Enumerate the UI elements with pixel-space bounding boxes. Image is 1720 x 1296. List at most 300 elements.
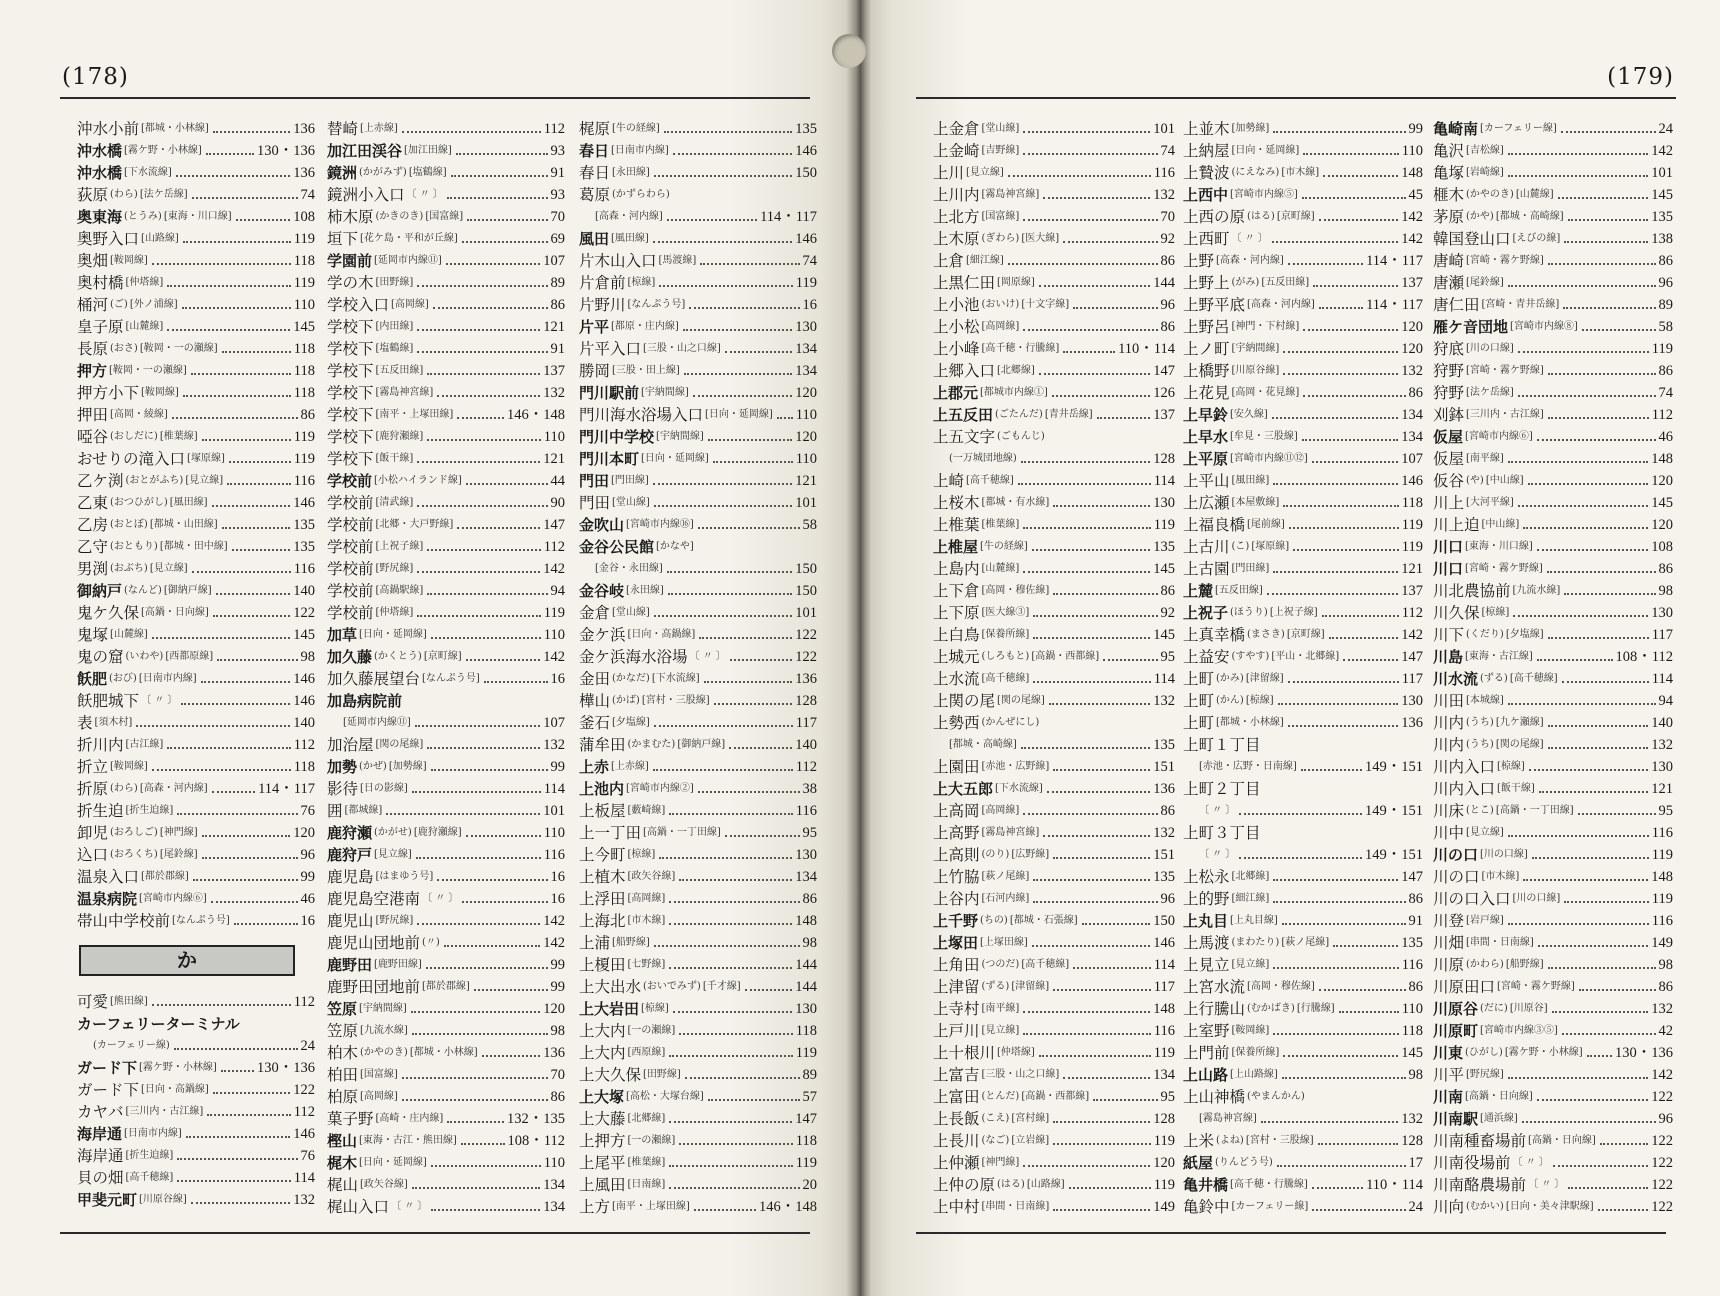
- index-entry: [77, 799, 315, 821]
- stop-name: 川南種畜場前: [1433, 1132, 1527, 1150]
- route-name: [椋線]: [627, 849, 656, 860]
- index-entry: [933, 271, 1175, 293]
- index-entry: [579, 447, 817, 469]
- stop-name: 上真幸橋: [1183, 626, 1246, 644]
- stop-reading: (ちの): [980, 915, 1008, 926]
- page-reference: 132: [543, 737, 565, 753]
- route-name: [東海・古江・熊田線]: [359, 1135, 457, 1146]
- route-name: [椋線]: [1497, 761, 1525, 772]
- stop-reading: (かぜ): [359, 761, 387, 772]
- stop-name: 上西中: [1183, 186, 1229, 204]
- index-entry: [1183, 1195, 1423, 1217]
- page-reference: 146: [1153, 935, 1175, 951]
- stop-name: 春日: [579, 164, 611, 182]
- stop-reading: (なんど): [124, 585, 162, 596]
- page-reference: 114・117: [1366, 297, 1423, 313]
- index-entry: [77, 447, 315, 469]
- stop-name: 上古川: [1183, 538, 1230, 556]
- page-reference: 136: [1153, 781, 1175, 797]
- dot-leader: [1562, 1033, 1656, 1035]
- dot-leader: [1288, 263, 1363, 265]
- page-reference: 135: [293, 517, 315, 533]
- index-entry: [933, 425, 1175, 447]
- route-name: (カーフェリー線): [93, 1040, 170, 1051]
- dot-leader: [191, 1202, 290, 1204]
- stop-name: 門川本町: [579, 450, 640, 468]
- dot-leader: [417, 505, 547, 507]
- page-reference: 98: [1658, 583, 1673, 599]
- dot-leader: [462, 901, 547, 903]
- dot-leader: [177, 813, 297, 815]
- index-entry: [933, 403, 1175, 425]
- stop-name: 学校前: [327, 516, 374, 534]
- stop-name: 鹿児島: [327, 868, 374, 886]
- page-reference: 119: [1651, 891, 1673, 907]
- route-name: [北郷線]: [627, 1113, 666, 1124]
- index-entry: [1183, 1173, 1423, 1195]
- index-entry: [1433, 447, 1673, 469]
- page-reference: 112: [1651, 407, 1673, 423]
- stop-reading: (こ): [1231, 541, 1250, 552]
- route-name: [日向・高鍋線]: [627, 629, 696, 640]
- route-name: [高岡線]: [981, 321, 1020, 332]
- page-reference: 86: [550, 1089, 565, 1105]
- index-entry: [77, 315, 315, 337]
- dot-leader: [1548, 725, 1649, 727]
- route-name: [都城市内線①]: [980, 387, 1048, 398]
- page-reference: 132・135: [507, 1111, 565, 1127]
- route-name: [宮村・三股線]: [641, 695, 710, 706]
- index-entry: [327, 513, 565, 535]
- stop-name: 鹿野田団地前: [327, 978, 421, 996]
- index-entry: [1433, 183, 1673, 205]
- page-reference: 110: [1401, 143, 1423, 159]
- route-name: [関の尾線]: [997, 695, 1045, 706]
- left-page: [0, 0, 855, 1296]
- route-name: [南平・上塚田線]: [612, 1201, 690, 1212]
- index-entry: [933, 249, 1175, 271]
- dot-leader: [1561, 131, 1656, 133]
- index-entry: [1433, 491, 1673, 513]
- route-name: [霧島神宮線]: [981, 827, 1040, 838]
- page-reference: 86: [1658, 561, 1673, 577]
- page-reference: 122: [293, 1082, 315, 1098]
- route-name: [市木線]: [627, 915, 666, 926]
- page-reference: 128: [795, 693, 817, 709]
- page-reference: 122: [1651, 1199, 1673, 1215]
- stop-name: カヤバ: [77, 1103, 124, 1121]
- route-name: [宮崎市内線③⑤]: [1480, 1025, 1558, 1036]
- index-entry: [327, 1063, 565, 1085]
- stop-name: 門川中学校: [579, 428, 655, 446]
- route-name: [山麓線]: [110, 629, 148, 640]
- index-entry: [77, 733, 315, 755]
- index-entry: [327, 337, 565, 359]
- dot-leader: [653, 241, 792, 243]
- route-name: [三川内・古江線]: [1466, 409, 1544, 420]
- index-entry: [327, 271, 565, 293]
- index-entry: [327, 1151, 565, 1173]
- stop-name: 梶原: [579, 120, 611, 138]
- index-entry: [77, 249, 315, 271]
- route-name: [加勢線]: [388, 761, 427, 772]
- stop-name: 上大五郎: [933, 780, 994, 798]
- page-reference: 142: [543, 649, 565, 665]
- page-reference: 119: [543, 605, 565, 621]
- dot-leader: [386, 813, 540, 815]
- stop-name: 上高野: [933, 824, 980, 842]
- index-entry: [327, 821, 565, 843]
- index-entry: [1183, 1019, 1423, 1041]
- route-name: [日向・高鍋線]: [141, 1084, 209, 1095]
- index-entry: [1183, 1041, 1423, 1063]
- dot-leader: [669, 967, 792, 969]
- page-reference: 121: [543, 451, 565, 467]
- header-rule: [60, 97, 810, 99]
- index-column: [327, 117, 565, 1217]
- route-name: [高鍋・西都線]: [1021, 1091, 1090, 1102]
- dot-leader: [211, 901, 298, 903]
- stop-reading: (つのだ): [981, 959, 1020, 970]
- page-reference: 112: [293, 994, 315, 1010]
- stop-name: 上高岡: [933, 802, 980, 820]
- route-name: [日南市内線]: [138, 673, 197, 684]
- dot-leader: [669, 1165, 792, 1167]
- dot-leader: [474, 989, 548, 991]
- route-name: [川原谷]: [1509, 1003, 1548, 1014]
- dot-leader: [1558, 197, 1649, 199]
- page-reference: 96: [1658, 1111, 1673, 1127]
- route-name: [鞍岡・一の瀬線]: [139, 343, 218, 354]
- stop-name: 柏木: [327, 1044, 359, 1062]
- index-entry: [1433, 315, 1673, 337]
- page-reference: 120: [1651, 473, 1673, 489]
- page-reference: 86: [550, 297, 565, 313]
- page-reference: 107: [543, 253, 565, 269]
- page-reference: 148: [1153, 1001, 1175, 1017]
- route-name: [上祝子線]: [375, 541, 424, 552]
- stop-reading: (かがみず): [359, 167, 407, 178]
- stop-name: 上一丁田: [579, 824, 642, 842]
- page-reference: 110: [795, 451, 817, 467]
- page-reference: 119: [1651, 847, 1673, 863]
- index-entry: [77, 535, 315, 557]
- stop-reading: (うち): [1466, 717, 1494, 728]
- stop-name: 学校入口: [327, 296, 390, 314]
- stop-name: 川東: [1433, 1044, 1464, 1062]
- index-entry: [327, 183, 565, 205]
- stop-reading: (ごたんだ): [995, 409, 1043, 420]
- index-entry: [327, 1195, 565, 1217]
- route-name: [高千穂線]: [1509, 673, 1558, 684]
- dot-leader: [467, 219, 547, 221]
- route-name: [宮崎・霧ケ野線]: [1466, 365, 1544, 376]
- route-name: [中山線]: [1481, 519, 1520, 530]
- route-name: [都於郡線]: [141, 871, 189, 882]
- stop-name: 鹿児島空港南: [327, 890, 421, 908]
- stop-name: 学校前: [327, 538, 374, 556]
- index-entry: [77, 865, 315, 887]
- page-reference: 119: [1153, 1133, 1175, 1149]
- page-reference: 145: [1153, 627, 1175, 643]
- page-reference: 134: [795, 869, 817, 885]
- page-reference: 135: [1153, 539, 1175, 555]
- stop-name: 卸児: [77, 824, 109, 842]
- page-reference: 24: [1658, 121, 1673, 137]
- dot-leader: [183, 241, 291, 243]
- stop-name: 上十根川: [933, 1044, 996, 1062]
- stop-name: 上小松: [933, 318, 980, 336]
- route-name: [津留線]: [1011, 981, 1050, 992]
- page-reference: 134: [795, 363, 817, 379]
- index-entry: [1433, 887, 1673, 909]
- index-entry: [327, 293, 565, 315]
- route-name: [津留線]: [1245, 673, 1284, 684]
- index-entry: [1433, 733, 1673, 755]
- stop-name: 川原田口: [1433, 978, 1496, 996]
- index-entry: [579, 381, 817, 403]
- dot-leader: [1522, 1121, 1656, 1123]
- route-name: [椎葉線]: [981, 519, 1020, 530]
- index-entry: [77, 337, 315, 359]
- page-reference: 86: [1658, 253, 1673, 269]
- route-name: [なんぷう号]: [422, 673, 480, 684]
- stop-reading: (かば): [612, 695, 640, 706]
- index-entry: [327, 1107, 565, 1129]
- index-entry: [77, 117, 315, 139]
- page-reference: 98: [300, 649, 315, 665]
- stop-name: 釜石: [579, 714, 611, 732]
- index-entry: [933, 821, 1175, 843]
- dot-leader: [417, 461, 540, 463]
- page-reference: 116: [1651, 913, 1673, 929]
- index-column: [77, 117, 315, 1210]
- index-entry: [327, 997, 565, 1019]
- route-name: [高千穂・行騰線]: [1230, 1179, 1308, 1190]
- dot-leader: [193, 879, 298, 881]
- stop-name: 金倉: [579, 604, 611, 622]
- stop-reading: (ご): [110, 299, 128, 310]
- page-reference: 99: [300, 869, 315, 885]
- page-reference: 148: [1401, 165, 1423, 181]
- index-entry: [579, 1041, 817, 1063]
- stop-name: 加久藤展望台: [327, 670, 421, 688]
- route-name: [見立線]: [374, 849, 412, 860]
- index-entry: [1433, 843, 1673, 865]
- stop-name: 樺山: [579, 692, 611, 710]
- index-entry: [579, 293, 817, 315]
- page-reference: 101: [1651, 165, 1673, 181]
- dot-leader: [1018, 483, 1151, 485]
- dot-leader: [411, 1011, 540, 1013]
- dot-leader: [1103, 659, 1157, 661]
- index-entry: [77, 183, 315, 205]
- stop-name: 上平山: [1183, 472, 1230, 490]
- page-reference: 112: [543, 121, 565, 137]
- stop-name: 韓国登山口: [1433, 230, 1511, 248]
- page-reference: 149・151: [1365, 759, 1423, 775]
- index-entry: [1183, 887, 1423, 909]
- dot-leader: [1312, 461, 1398, 463]
- page-reference: 140: [795, 737, 817, 753]
- dot-leader: [1563, 307, 1655, 309]
- stop-name: 上大内: [579, 1044, 626, 1062]
- dot-leader: [1273, 131, 1405, 133]
- index-entry: [327, 733, 565, 755]
- dot-leader: [713, 461, 793, 463]
- dot-leader: [1267, 593, 1398, 595]
- index-entry: [933, 1173, 1175, 1195]
- stop-name: 上椎屋: [933, 538, 979, 556]
- route-name: [三股・山之口線]: [981, 1069, 1060, 1080]
- route-name: [延岡市内線⑪]: [343, 717, 411, 728]
- page-reference: 136: [293, 165, 315, 181]
- route-name: [宮崎・霧ケ野線]: [1466, 255, 1544, 266]
- stop-name: 梶山: [327, 1176, 359, 1194]
- dot-leader: [1548, 747, 1649, 749]
- index-entry: [933, 931, 1175, 953]
- stop-name: 上広瀬: [1183, 494, 1230, 512]
- page-reference: 146: [795, 231, 817, 247]
- route-name: [霧島神宮線]: [981, 189, 1040, 200]
- page-reference: 120: [1401, 341, 1423, 357]
- route-name: [九流水線]: [1512, 585, 1561, 596]
- page-reference: 114: [1651, 671, 1673, 687]
- index-entry: [579, 139, 817, 161]
- page-reference: 146・148: [759, 1199, 817, 1215]
- page-reference: 119: [293, 429, 315, 445]
- dot-leader: [416, 857, 541, 859]
- route-name: [尾鈴線]: [159, 849, 198, 860]
- stop-reading: (おぶち): [110, 563, 148, 574]
- page-reference: 44: [550, 473, 565, 489]
- dot-leader: [431, 769, 548, 771]
- index-entry: [77, 755, 315, 777]
- stop-name: 上赤: [579, 758, 610, 776]
- stop-name: 上西町: [1183, 230, 1230, 248]
- page-reference: 119: [293, 231, 315, 247]
- dot-leader: [183, 395, 291, 397]
- page-reference: 117: [1153, 979, 1175, 995]
- dot-leader: [167, 285, 290, 287]
- page-reference: 112: [293, 1104, 315, 1120]
- dot-leader: [227, 483, 291, 485]
- route-name: [市木線]: [1481, 871, 1520, 882]
- stop-name: 温泉入口: [77, 868, 140, 886]
- dot-leader: [1288, 681, 1399, 683]
- stop-name: 上勢西: [933, 714, 980, 732]
- page-reference: 110: [543, 627, 565, 643]
- stop-reading: (しろもと): [981, 651, 1030, 662]
- page-reference: 74: [1160, 143, 1175, 159]
- dot-leader: [1539, 791, 1648, 793]
- page-reference: 114・117: [258, 781, 315, 797]
- stop-reading: (がみ): [1231, 277, 1260, 288]
- route-name: [宮崎市内線⑥]: [139, 893, 207, 904]
- page-reference: 142: [543, 913, 565, 929]
- dot-leader: [1312, 1187, 1363, 1189]
- stop-reading: (おろしご): [110, 827, 158, 838]
- stop-reading: (とこ): [1466, 805, 1494, 816]
- dot-leader: [1039, 373, 1150, 375]
- page-reference: 136: [795, 671, 817, 687]
- index-entry: [579, 161, 817, 183]
- index-entry: [1183, 953, 1423, 975]
- stop-name: 上的野: [1183, 890, 1230, 908]
- index-entry: [579, 403, 817, 425]
- page-reference: 114・117: [1366, 253, 1423, 269]
- page-reference: 16: [300, 913, 315, 929]
- dot-leader: [659, 285, 792, 287]
- index-entry: [579, 1063, 817, 1085]
- dot-leader: [667, 219, 757, 221]
- page-reference: 132: [1153, 693, 1175, 709]
- page-reference: 130: [1651, 759, 1673, 775]
- page-reference: 149: [1153, 1199, 1175, 1215]
- stop-name: 学校下: [327, 406, 374, 424]
- index-entry: [1433, 777, 1673, 799]
- dot-leader: [1538, 945, 1648, 947]
- dot-leader: [1023, 131, 1150, 133]
- route-name: [野尻線]: [1466, 1069, 1504, 1080]
- dot-leader: [1023, 153, 1157, 155]
- index-entry: [327, 1129, 565, 1151]
- index-entry: [933, 161, 1175, 183]
- footer-rule: [916, 1232, 1666, 1234]
- index-entry: [327, 667, 565, 689]
- stop-reading: (かがせ): [374, 827, 412, 838]
- route-name: [立岩線]: [1011, 1135, 1050, 1146]
- route-name: [下水流線]: [651, 673, 700, 684]
- index-entry: [1183, 1107, 1423, 1129]
- index-entry: [77, 579, 315, 601]
- dot-leader: [1339, 1011, 1399, 1013]
- stop-reading: (かんぜにし): [981, 717, 1040, 728]
- index-entry: [1183, 711, 1423, 733]
- stop-name: 上贄波: [1183, 164, 1230, 182]
- index-entry: [933, 667, 1175, 689]
- dot-leader: [1518, 505, 1648, 507]
- page-reference: 107: [1401, 451, 1423, 467]
- page-reference: 95: [1658, 803, 1673, 819]
- page-reference: 150: [795, 165, 817, 181]
- route-name: [日向・延岡線]: [641, 453, 709, 464]
- page-reference: 91: [550, 165, 565, 181]
- stop-name: 学校前: [327, 472, 373, 490]
- route-name: [関の尾線]: [1495, 739, 1544, 750]
- route-name: [上祝子線]: [1269, 607, 1318, 618]
- route-name: [鞍岡・一の瀬線]: [109, 365, 187, 376]
- stop-name: 上米: [1183, 1132, 1215, 1150]
- dot-leader: [417, 351, 547, 353]
- index-entry: [1183, 1085, 1423, 1107]
- page-reference: 132: [1651, 737, 1673, 753]
- page-reference: 132: [543, 385, 565, 401]
- binding-hole: [832, 34, 866, 68]
- stop-name: 上室野: [1183, 1022, 1230, 1040]
- stop-name: 上野平底: [1183, 296, 1246, 314]
- dot-leader: [202, 835, 291, 837]
- page-reference: 118: [293, 385, 315, 401]
- dot-leader: [714, 703, 793, 705]
- route-name: [須木村]: [94, 717, 133, 728]
- route-name: [藪崎線]: [627, 805, 666, 816]
- dot-leader: [229, 461, 291, 463]
- index-entry: [1433, 139, 1673, 161]
- page-reference: 98: [802, 935, 817, 951]
- stop-reading: (かやのき): [360, 1047, 408, 1058]
- dot-leader: [1073, 307, 1157, 309]
